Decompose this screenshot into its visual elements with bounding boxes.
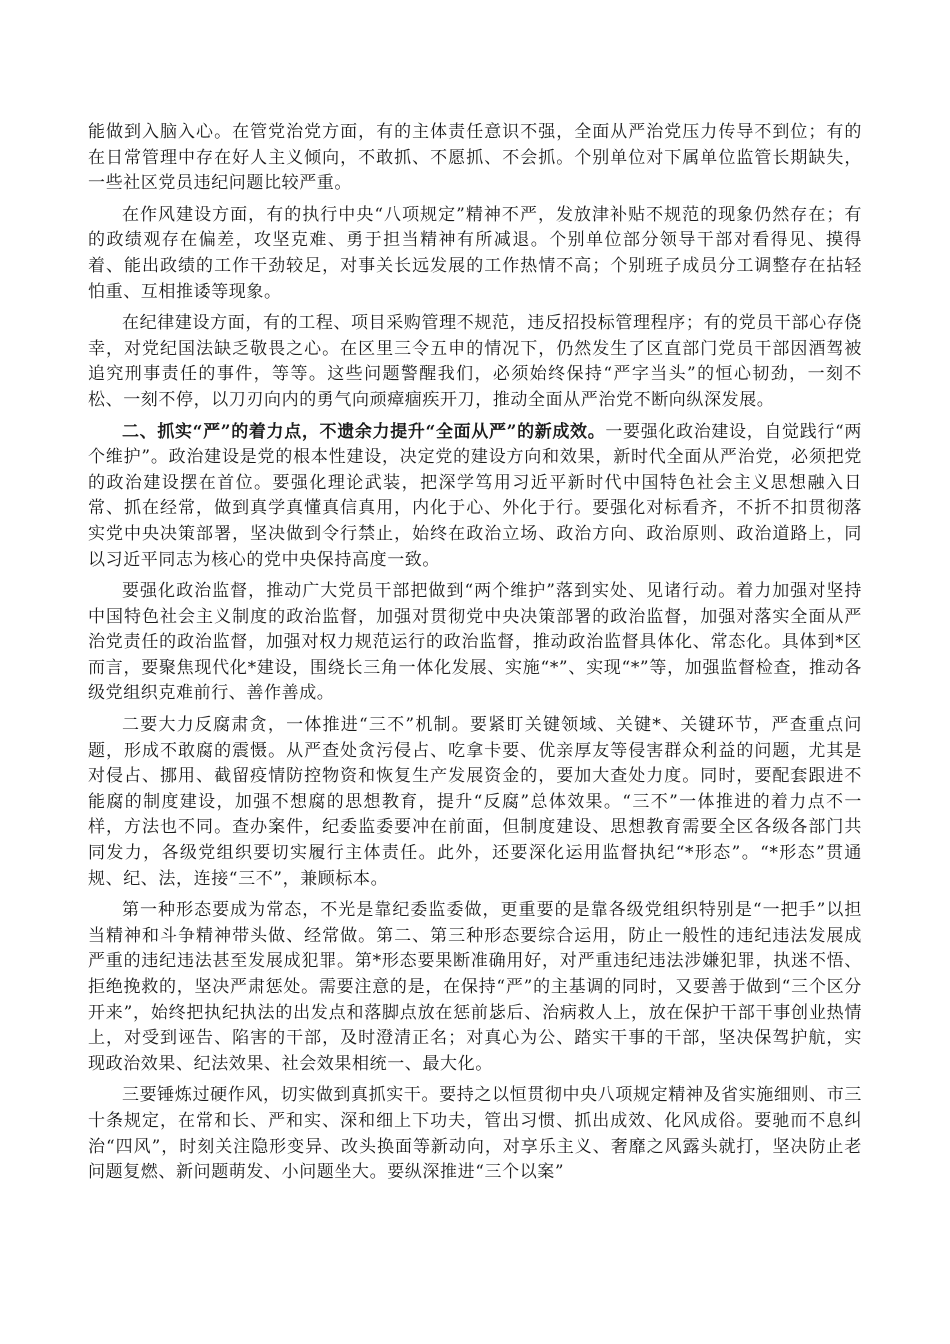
paragraph-8: 三要锤炼过硬作风，切实做到真抓实干。要持之以恒贯彻中央八项规定精神及省实施细则、市三十条规定，在常和长、严和实、深和细上下功夫，管出习惯、抓出成效、化风成俗。要驰而不息纠治“四风”，时刻关注隐形变异、改头换面等新动向，对享乐主义、奢靡之风露头就打，坚决防止老问题复燃、新问题萌发、小问题坐大。要纵深推进“三个以案” (88, 1085, 862, 1183)
paragraph-2: 在作风建设方面，有的执行中央“八项规定”精神不严，发放津补贴不规范的现象仍然存在；有的政绩观存在偏差，攻坚克难、勇于担当精神有所减退。个别单位部分领导干部对看得见、摸得着、能出政绩的工作干劲较足，对事关长远发展的工作热情不高；个别班子成员分工调整存在拈轻怕重、互相推诿等现象。 (88, 204, 862, 302)
paragraph-1: 能做到入脑入心。在管党治党方面，有的主体责任意识不强，全面从严治党压力传导不到位；有的在日常管理中存在好人主义倾向，不敢抓、不愿抓、不会抓。个别单位对下属单位监管长期缺失，一些社区党员违纪问题比较严重。 (88, 122, 862, 194)
paragraph-7: 第一种形态要成为常态，不光是靠纪委监委做，更重要的是靠各级党组织特别是“一把手”以担当精神和斗争精神带头做、经常做。第二、第三种形态要综合运用，防止一般性的违纪违法发展成严重的违纪违法甚至发展成犯罪。第*形态要果断准确用好，对严重违纪违法涉嫌犯罪，执迷不悟、拒绝挽救的，坚决严肃惩处。需要注意的是，在保持“严”的主基调的同时，又要善于做到“三个区分开来”，始终把执纪执法的出发点和落脚点放在惩前毖后、治病救人上，放在保护干部干事创业热情上，对受到诬告、陷害的干部，及时澄清正名；对真心为公、踏实干事的干部，坚决保驾护航，实现政治效果、纪法效果、社会效果相统一、最大化。 (88, 900, 862, 1074)
paragraph-4 (88, 420, 862, 574)
paragraph-4-body: 一要强化政治建设，自觉践行“两个维护”。政治建设是党的根本性建设，决定党的建设方向和效果，新时代全面从严治党，必须把党的政治建设摆在首位。要强化理论武装，把深学笃用习近平新时代中国特色社会主义思想融入日常、抓在经常，做到真学真懂真信真用，内化于心、外化于行。要强化对标看齐，不折不扣贯彻落实党中央决策部署，坚决做到令行禁止，始终在政治立场、政治方向、政治原则、政治道路上，同以习近平同志为核心的党中央保持高度一致。 (88, 421, 862, 570)
document-page (88, 120, 862, 1192)
paragraph-6: 二要大力反腐肃贪，一体推进“三不”机制。要紧盯关键领域、关键*、关键环节，严查重点问题，形成不敢腐的震慑。从严查处贪污侵占、吃拿卡要、优亲厚友等侵害群众利益的问题，尤其是对侵占、挪用、截留疫情防控物资和恢复生产发展资金的，要加大查处力度。同时，要配套跟进不能腐的制度建设，加强不想腐的思想教育，提升“反腐”总体效果。“三不”一体推进的着力点不一样，方法也不同。查办案件，纪委监委要冲在前面，但制度建设、思想教育需要全区各级各部门共同发力，各级党组织要切实履行主体责任。此外，还要深化运用监督执纪“*形态”。“*形态”贯通规、纪、法，连接“三不”，兼顾标本。 (88, 715, 862, 889)
paragraph-3: 在纪律建设方面，有的工程、项目采购管理不规范，违反招投标管理程序；有的党员干部心存侥幸，对党纪国法缺乏敬畏之心。在区里三令五申的情况下，仍然发生了区直部门党员干部因酒驾被追究刑事责任的事件，等等。这些问题警醒我们，必须始终保持“严字当头”的恒心韧劲，一刻不松、一刻不停，以刀刃向内的勇气向顽瘴痼疾开刀，推动全面从严治党不断向纵深发展。 (88, 313, 862, 410)
section-heading: 二、抓实“严”的着力点，不遗余力提升“全面从严”的新成效。 (122, 421, 606, 442)
paragraph-5: 要强化政治监督，推动广大党员干部把做到“两个维护”落到实处、见诸行动。着力加强对坚持中国特色社会主义制度的政治监督，加强对贯彻党中央决策部署的政治监督，加强对落实全面从严治党责任的政治监督，加强对权力规范运行的政治监督，推动政治监督具体化、常态化。具体到*区而言，要聚焦现代化*建设，围绕长三角一体化发展、实施“*”、实现“*”等，加强监督检查，推动各级党组织克难前行、善作善成。 (88, 581, 862, 704)
